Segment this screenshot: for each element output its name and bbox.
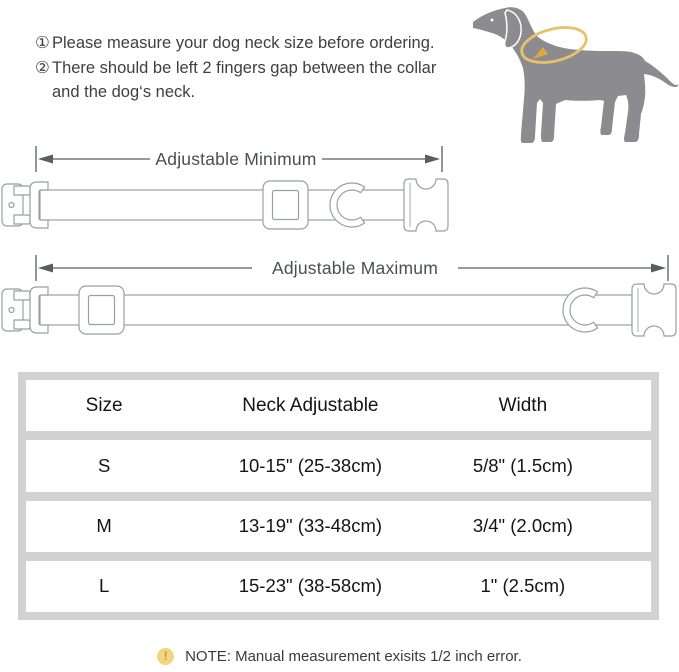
collar-minimum-diagram — [0, 170, 460, 240]
cell-neck: 15-23" (38-58cm) — [238, 575, 383, 597]
instruction-item-1 — [35, 31, 449, 56]
dog-eye — [491, 19, 494, 22]
col-header-neck-adjustable: Neck Adjustable — [242, 394, 379, 416]
instruction-text-1: Please measure your dog neck size before ordering. — [52, 34, 435, 52]
warning-icon — [157, 648, 174, 665]
size-table — [18, 372, 659, 620]
right-arrowhead — [651, 264, 666, 273]
measurement-note — [0, 645, 679, 667]
cell-neck: 13-19" (33-48cm) — [238, 515, 383, 537]
cell-size: M — [96, 515, 112, 537]
left-arrowhead — [38, 264, 53, 273]
side-release-buckle — [404, 179, 448, 231]
col-header-size: Size — [85, 394, 123, 416]
collar-maximum-diagram — [0, 280, 679, 350]
exclamation-glyph: ! — [163, 649, 168, 663]
note-text: NOTE: Manual measurement exisits 1/2 inch error. — [185, 647, 522, 665]
cell-width: 1" (2.5cm) — [480, 575, 566, 597]
dog-illustration — [455, 4, 679, 154]
collar-strap — [40, 295, 632, 325]
table-row-m — [26, 501, 651, 552]
circled-number-2: ② — [35, 58, 50, 77]
instruction-text-2: There should be left 2 fingers gap between the collar and the dog‘s neck. — [52, 58, 437, 101]
adjustable-minimum-measure — [0, 145, 460, 173]
tri-glide-slider — [79, 286, 124, 334]
cell-neck: 10-15" (25-38cm) — [238, 454, 383, 476]
cell-size: S — [97, 454, 111, 476]
cell-size: L — [98, 575, 110, 597]
adjustable-maximum-measure — [0, 254, 679, 282]
right-arrowhead — [425, 155, 440, 164]
adjustable-maximum-label: Adjustable Maximum — [271, 258, 439, 278]
collar-strap — [40, 190, 405, 220]
col-header-width: Width — [498, 394, 548, 416]
cell-width: 3/4" (2.0cm) — [472, 515, 573, 537]
table-header-row — [26, 380, 651, 431]
cell-width: 5/8" (1.5cm) — [472, 454, 573, 476]
tri-glide-slider — [263, 181, 308, 229]
instruction-item-2 — [35, 56, 449, 105]
table-row-s — [26, 440, 651, 491]
adjustable-minimum-label: Adjustable Minimum — [155, 149, 317, 169]
left-arrowhead — [38, 155, 53, 164]
instructions — [35, 31, 449, 105]
circled-number-1: ① — [35, 34, 50, 52]
side-release-buckle — [632, 284, 676, 336]
table-row-l — [26, 561, 651, 612]
